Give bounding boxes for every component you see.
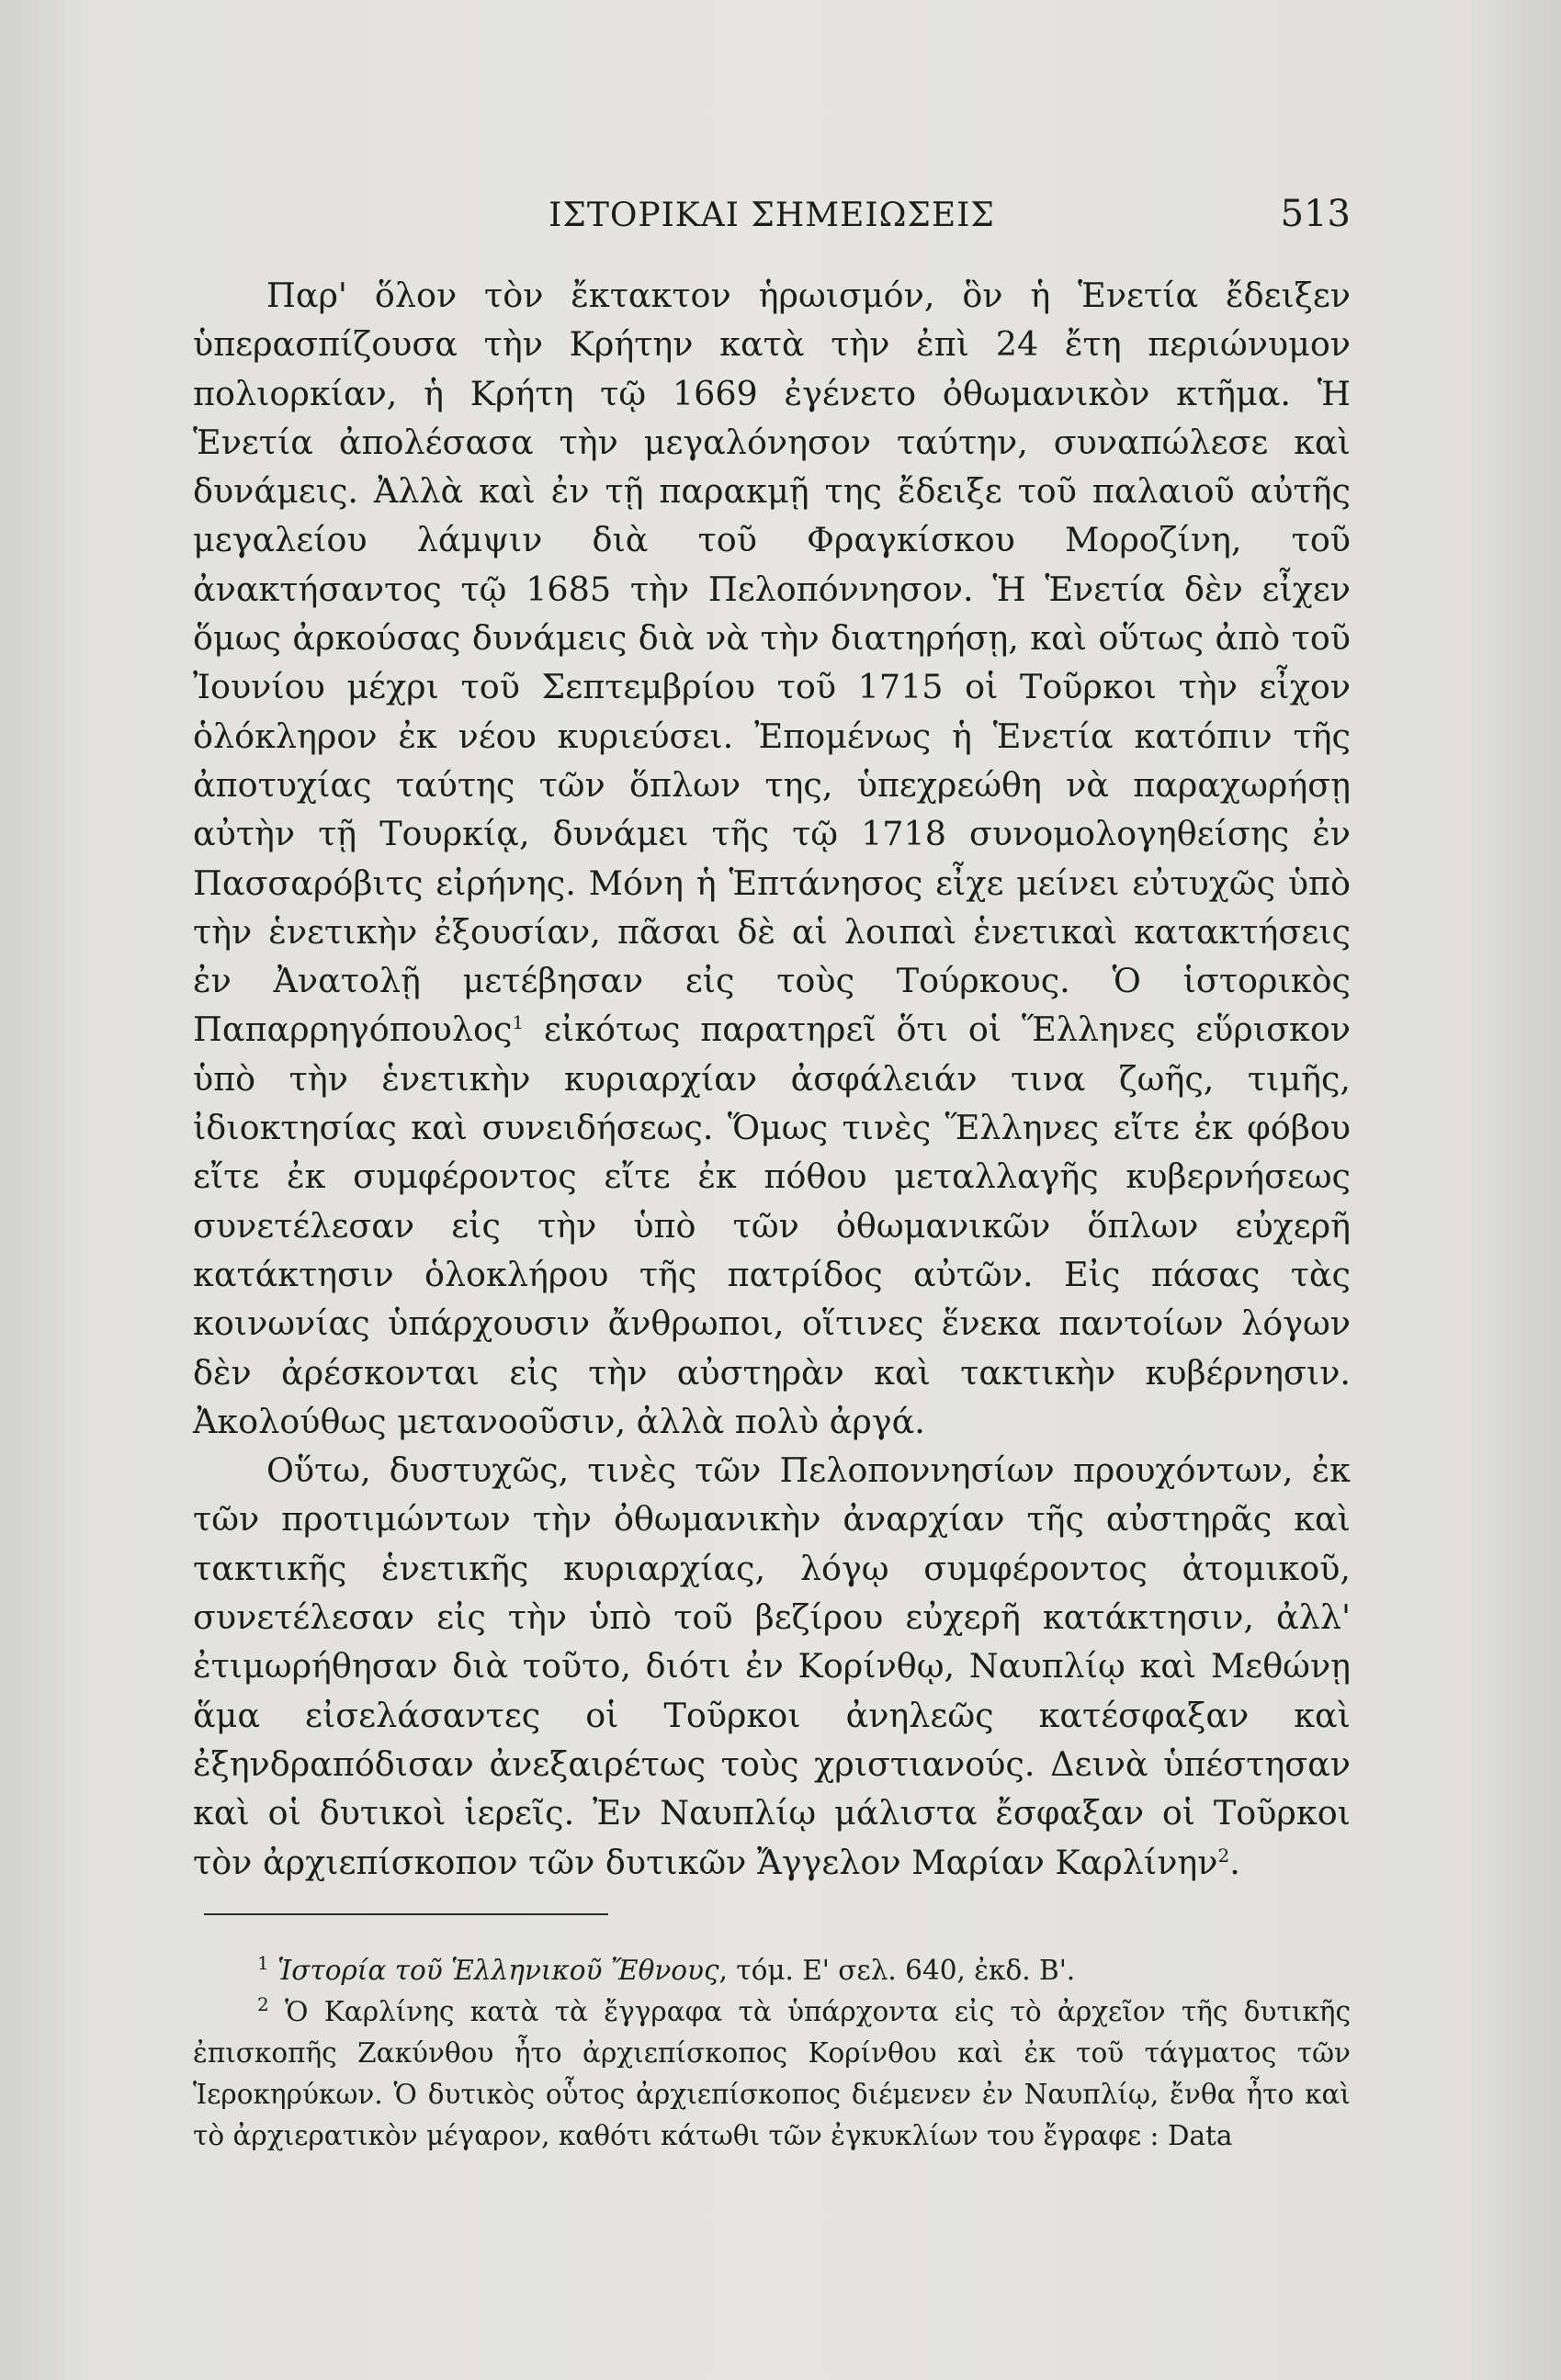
footnote-number: 1: [257, 1952, 269, 1975]
footnote-text: , τόμ. Ε' σελ. 640, ἐκδ. Β'.: [718, 1955, 1076, 1986]
footnote-divider: [204, 1913, 608, 1915]
footnote-number: 2: [257, 1993, 269, 2016]
page-header: [193, 193, 1351, 248]
footnote-reference: 2: [1217, 1844, 1230, 1867]
running-title: ΙΣΤΟΡΙΚΑΙ ΣΗΜΕΙΩΣΕΙΣ: [549, 197, 995, 234]
main-text: [193, 271, 1351, 1887]
footnote-source-title: Ἱστορία τοῦ Ἑλληνικοῦ Ἔθνους: [277, 1955, 719, 1986]
paragraph-end: .: [1229, 1842, 1240, 1882]
footnote: [193, 1950, 1351, 1991]
paragraph: [193, 1446, 1351, 1887]
footnote-text: Ὁ Καρλίνης κατὰ τὰ ἔγγραφα τὰ ὑπάρχοντα εἰς τὸ ἀρχεῖον τῆς δυτικῆς ἐπισκοπῆς Ζακύνθου ἦτο ἀρχιεπίσκοπος Κορίνθου καὶ ἐκ τοῦ τάγματος τῶν Ἱεροκηρύκων. Ὁ δυτικὸς οὗτος ἀρχιεπίσκοπος διέμενεν ἐν Ναυπλίῳ, ἔνθα ἦτο καὶ τὸ ἀρχιερατικὸν μέγαρον, καθότι κάτωθι τῶν ἐγκυκλίων του ἔγραφε : Data: [193, 1996, 1351, 2151]
paragraph-text: εἰκότως παρατηρεῖ ὅτι οἱ Ἕλληνες εὕρισκον ὑπὸ τὴν ἑνετικὴν κυριαρχίαν ἀσφάλειάν τινα ζωῆς, τιμῆς, ἰδιοκτησίας καὶ συνειδήσεως. Ὅμως τινὲς Ἕλληνες εἴτε ἐκ φόβου εἴτε ἐκ συμφέροντος εἴτε ἐκ πόθου μεταλλαγῆς κυβερνήσεως συνετέλεσαν εἰς τὴν ὑπὸ τῶν ὀθωμανικῶν ὅπλων εὐχερῆ κατάκτησιν ὁλοκλήρου τῆς πατρίδος αὐτῶν. Εἰς πάσας τὰς κοινωνίας ὑπάρχουσιν ἄνθρωποι, οἵτινες ἕνεκα παντοίων λόγων δὲν ἀρέσκονται εἰς τὴν αὐστηρὰν καὶ τακτικὴν κυβέρνησιν. Ἀκολούθως μετανοοῦσιν, ἀλλὰ πολὺ ἀργά.: [193, 1010, 1351, 1441]
paragraph: [193, 271, 1351, 1446]
footnotes: [193, 1950, 1351, 2157]
footnote-reference: 1: [512, 1011, 525, 1034]
page-number: 513: [1280, 193, 1351, 235]
footnote: [193, 1991, 1351, 2157]
paragraph-text: Παρ' ὅλον τὸν ἔκτακτον ἡρωισμόν, ὃν ἡ Ἑνετία ἔδειξεν ὑπερασπίζουσα τὴν Κρήτην κατὰ τὴν ἐπὶ 24 ἔτη περιώνυμον πολιορκίαν, ἡ Κρήτη τῷ 1669 ἐγένετο ὀθωμανικὸν κτῆμα. Ἡ Ἑνετία ἀπολέσασα τὴν μεγαλόνησον ταύτην, συναπώλεσε καὶ δυνάμεις. Ἀλλὰ καὶ ἐν τῇ παρακμῇ της ἔδειξε τοῦ παλαιοῦ αὐτῆς μεγαλείου λάμψιν διὰ τοῦ Φραγκίσκου Μοροζίνη, τοῦ ἀνακτήσαντος τῷ 1685 τὴν Πελοπόννησον. Ἡ Ἑνετία δὲν εἶχεν ὅμως ἀρκούσας δυνάμεις διὰ νὰ τὴν διατηρήσῃ, καὶ οὕτως ἀπὸ τοῦ Ἰουνίου μέχρι τοῦ Σεπτεμβρίου τοῦ 1715 οἱ Τοῦρκοι τὴν εἶχον ὁλόκληρον ἐκ νέου κυριεύσει. Ἐπομένως ἡ Ἑνετία κατόπιν τῆς ἀποτυχίας ταύτης τῶν ὅπλων της, ὑπεχρεώθη νὰ παραχωρήσῃ αὐτὴν τῇ Τουρκίᾳ, δυνάμει τῆς τῷ 1718 συνομολογηθείσης ἐν Πασσαρόβιτς εἰρήνης. Μόνη ἡ Ἑπτάνησος εἶχε μείνει εὐτυχῶς ὑπὸ τὴν ἑνετικὴν ἐξουσίαν, πᾶσαι δὲ αἱ λοιπαὶ ἑνετικαὶ κατακτήσεις ἐν Ἀνατολῇ μετέβησαν εἰς τοὺς Τούρκους. Ὁ ἱστορικὸς Παπαρρηγόπουλος: [193, 276, 1351, 1050]
paragraph-text: Οὕτω, δυστυχῶς, τινὲς τῶν Πελοποννησίων προυχόντων, ἐκ τῶν προτιμώντων τὴν ὀθωμανικὴν ἀναρχίαν τῆς αὐστηρᾶς καὶ τακτικῆς ἑνετικῆς κυριαρχίας, λόγῳ συμφέροντος ἀτομικοῦ, συνετέλεσαν εἰς τὴν ὑπὸ τοῦ βεζίρου εὐχερῆ κατάκτησιν, ἀλλ' ἐτιμωρήθησαν διὰ τοῦτο, διότι ἐν Κορίνθῳ, Ναυπλίῳ καὶ Μεθώνῃ ἅμα εἰσελάσαντες οἱ Τοῦρκοι ἀνηλεῶς κατέσφαξαν καὶ ἐξηνδραπόδισαν ἀνεξαιρέτως τοὺς χριστιανούς. Δεινὰ ὑπέστησαν καὶ οἱ δυτικοὶ ἱερεῖς. Ἐν Ναυπλίῳ μάλιστα ἔσφαξαν οἱ Τοῦρκοι τὸν ἀρχιεπίσκοπον τῶν δυτικῶν Ἄγγελον Μαρίαν Καρλίνην: [193, 1450, 1351, 1882]
